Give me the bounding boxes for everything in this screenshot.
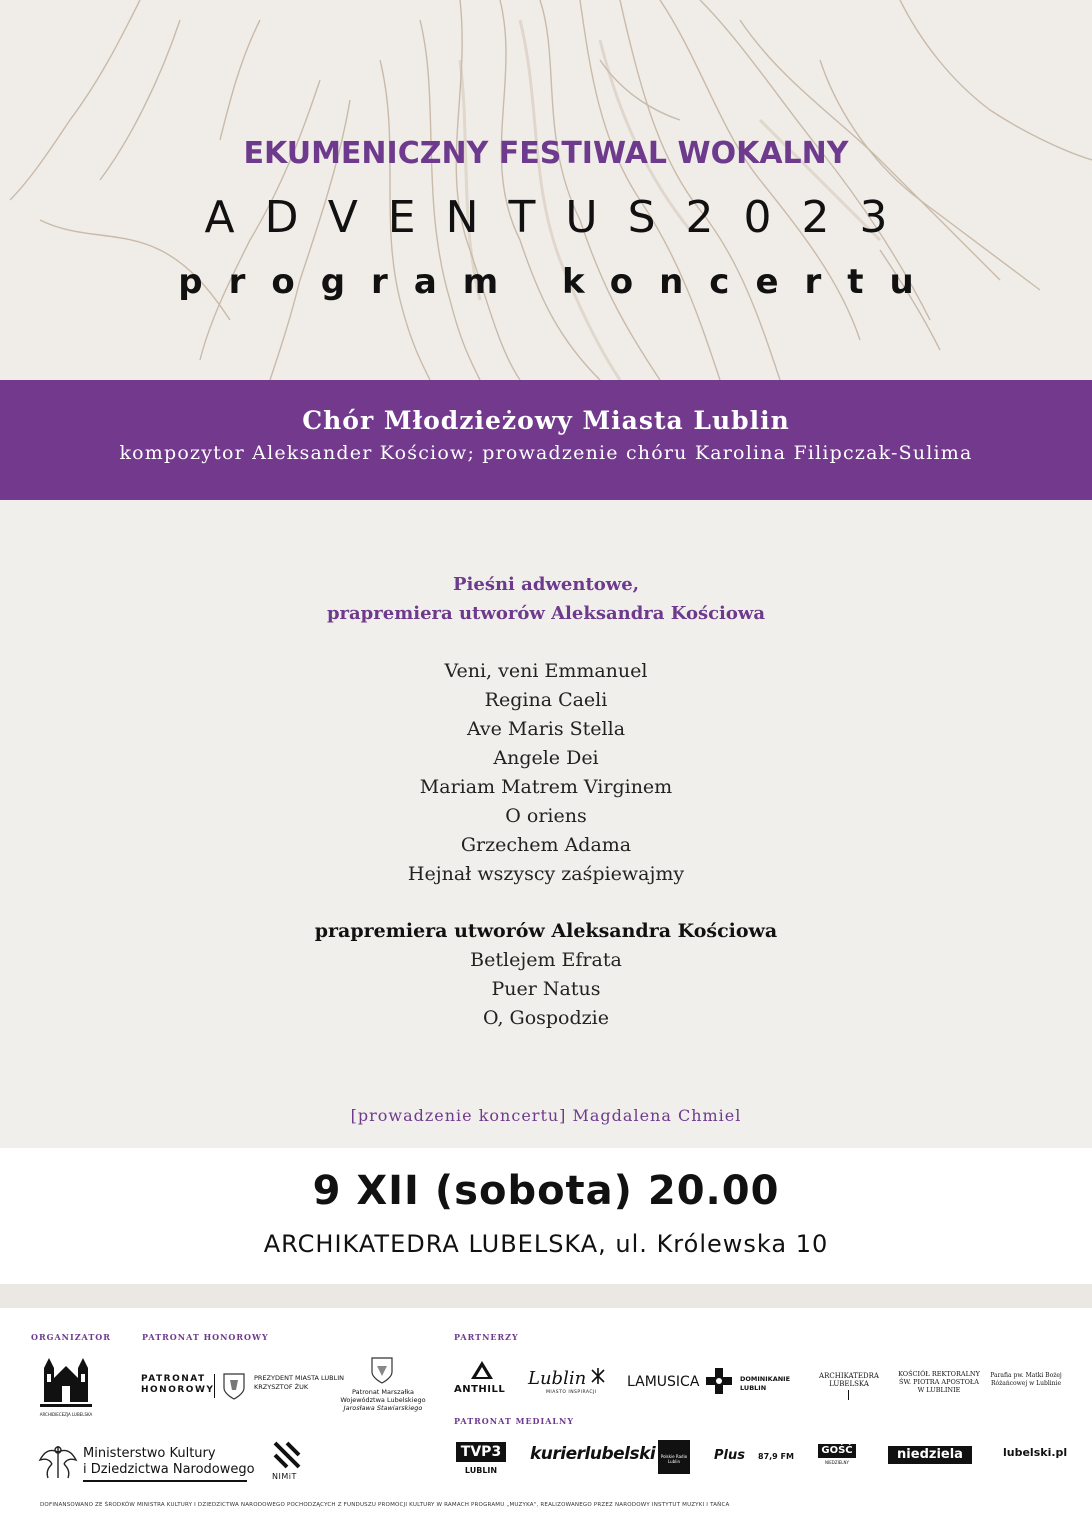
header: [0, 0, 1092, 380]
divider: [214, 1374, 215, 1398]
list-item: Hejnał wszyscy zaśpiewajmy: [407, 863, 685, 885]
marshal-line1: Patronat Marszałka: [352, 1388, 414, 1396]
patronat-honorowy-logo: [141, 1374, 214, 1396]
nimit-logo: NIMiT: [272, 1472, 297, 1481]
section2-heading: prapremiera utworów Aleksandra Kościowa: [314, 920, 778, 942]
lublin-crest-icon: [222, 1372, 246, 1400]
lublin-tagline: MIASTO INSPIRACJI: [546, 1390, 597, 1395]
dominikanie-line1: DOMINIKANIE: [740, 1375, 791, 1383]
edition-title: ADVENTUS2023: [204, 192, 918, 243]
list-item: O, Gospodzie: [482, 1007, 609, 1029]
texture-background: [0, 0, 1092, 380]
archikatedra-line1: ARCHIKATEDRA: [819, 1372, 879, 1380]
lamusica-logo: LAMUSICA: [627, 1374, 700, 1390]
event-info: [0, 1148, 1092, 1284]
list-item: O oriens: [505, 805, 587, 827]
lubelski-logo: lubelski.pl: [1003, 1446, 1068, 1459]
parafia-logo: [986, 1372, 1066, 1388]
plus-logo: Plus: [714, 1448, 745, 1463]
list-item: Grzechem Adama: [460, 834, 632, 856]
kosciol-line1: KOŚCIÓŁ REKTORALNY: [898, 1370, 980, 1378]
list-item: Angele Dei: [493, 747, 599, 769]
divider: [83, 1480, 247, 1482]
niedziela-logo: niedziela: [888, 1446, 972, 1464]
divider: [848, 1390, 849, 1400]
mayor-line1: PREZYDENT MIASTA LUBLIN: [254, 1374, 344, 1382]
program-heading-line1: Pieśni adwentowe,: [453, 574, 639, 595]
divider: [0, 1284, 1092, 1308]
festival-title: EKUMENICZNY FESTIWAL WOKALNY: [243, 136, 849, 171]
performer-name: Chór Młodzieżowy Miasta Lublin: [302, 406, 790, 435]
program-section: [0, 500, 1092, 1148]
lublin-logo: Lublin: [528, 1368, 587, 1389]
patronat-line2: HONOROWY: [141, 1385, 215, 1395]
mayor-logo: [254, 1374, 344, 1392]
organizer-label: ORGANIZATOR: [31, 1332, 111, 1342]
performer-details: kompozytor Aleksander Kościow; prowadzenie chóru Karolina Filipczak-Sulima: [119, 442, 973, 464]
kosciol-line2: ŚW. PIOTRA APOSTOŁA: [899, 1378, 979, 1386]
ministry-logo: [83, 1446, 255, 1478]
cathedral-logo: [38, 1352, 94, 1414]
kosciol-line3: W LUBLINIE: [917, 1386, 961, 1394]
dominikanie-logo: [740, 1375, 790, 1393]
partners-label: PARTNERZY: [454, 1332, 519, 1342]
tvp-logo: TVP3: [456, 1442, 506, 1462]
dominikanie-line2: LUBLIN: [740, 1384, 767, 1392]
patronat-line1: PATRONAT: [141, 1374, 206, 1384]
concert-host: [prowadzenie koncertu] Magdalena Chmiel: [350, 1106, 742, 1125]
honorary-label: PATRONAT HONOROWY: [142, 1332, 269, 1342]
ministry-line1: Ministerstwo Kultury: [83, 1446, 216, 1461]
kosciol-logo: [898, 1370, 980, 1394]
archikatedra-logo: [804, 1372, 894, 1388]
program-title: program koncertu: [178, 262, 940, 302]
performer-band: [0, 380, 1092, 500]
marshal-logo: [338, 1388, 428, 1412]
sponsors-footer: [0, 1308, 1092, 1536]
funding-disclaimer: DOFINANSOWANO ZE ŚRODKÓW MINISTRA KULTURY I DZIEDZICTWA NARODOWEGO POCHODZĄCYCH Z FUNDUSZU PROMOCJI KULTURY W RAMACH PROGRAMU „MUZYKA", REALIZOWANEGO PRZEZ NARODOWY INSTYTUT MUZYKI I TAŃCA: [40, 1502, 730, 1508]
parafia-line2: Różańcowej w Lublinie: [990, 1380, 1062, 1387]
event-venue: ARCHIKATEDRA LUBELSKA, ul. Królewska 10: [263, 1230, 829, 1258]
polskie-radio-logo: [658, 1440, 690, 1474]
region-crest-icon: [370, 1356, 394, 1384]
lublin-mark-icon: [590, 1368, 606, 1384]
list-item: Betlejem Efrata: [470, 949, 622, 971]
marshal-line2: Województwa Lubelskiego: [340, 1396, 426, 1404]
list-item: Mariam Matrem Virginem: [419, 776, 673, 798]
event-date: 9 XII (sobota) 20.00: [312, 1168, 780, 1214]
polskie-radio-text: Polskie Radio Lublin: [660, 1454, 688, 1464]
tvp-sub: LUBLIN: [464, 1466, 498, 1475]
anthill-logo: ANTHILL: [454, 1384, 506, 1395]
program-heading-line2: prapremiera utworów Aleksandra Kościowa: [326, 603, 766, 624]
gosc-sub: NIEDZIELNY: [825, 1460, 849, 1465]
parafia-line1: Parafia pw. Matki Bożej: [990, 1372, 1062, 1379]
ministry-line2: i Dziedzictwa Narodowego: [83, 1462, 255, 1477]
gosc-logo: GOŚĆ: [818, 1444, 856, 1458]
eagle-emblem-icon: [38, 1442, 78, 1484]
organizer-name: ARCHIDIECEZJA LUBELSKA: [39, 1412, 93, 1417]
media-label: PATRONAT MEDIALNY: [454, 1416, 575, 1426]
mayor-line2: KRZYSZTOF ŻUK: [254, 1383, 309, 1391]
marshal-line3: Jarosława Stawiarskiego: [343, 1404, 423, 1412]
archikatedra-line2: LUBELSKA: [829, 1380, 869, 1388]
list-item: Veni, veni Emmanuel: [444, 660, 648, 682]
list-item: Puer Natus: [491, 978, 601, 1000]
anthill-icon: [470, 1360, 494, 1380]
list-item: Regina Caeli: [484, 689, 608, 711]
kurier-logo: kurierlubelski: [530, 1444, 656, 1464]
nimit-icon: [272, 1440, 302, 1470]
list-item: Ave Maris Stella: [466, 718, 626, 740]
plus-frequency: 87,9 FM: [758, 1452, 794, 1461]
dominikanie-cross-icon: [704, 1366, 734, 1396]
